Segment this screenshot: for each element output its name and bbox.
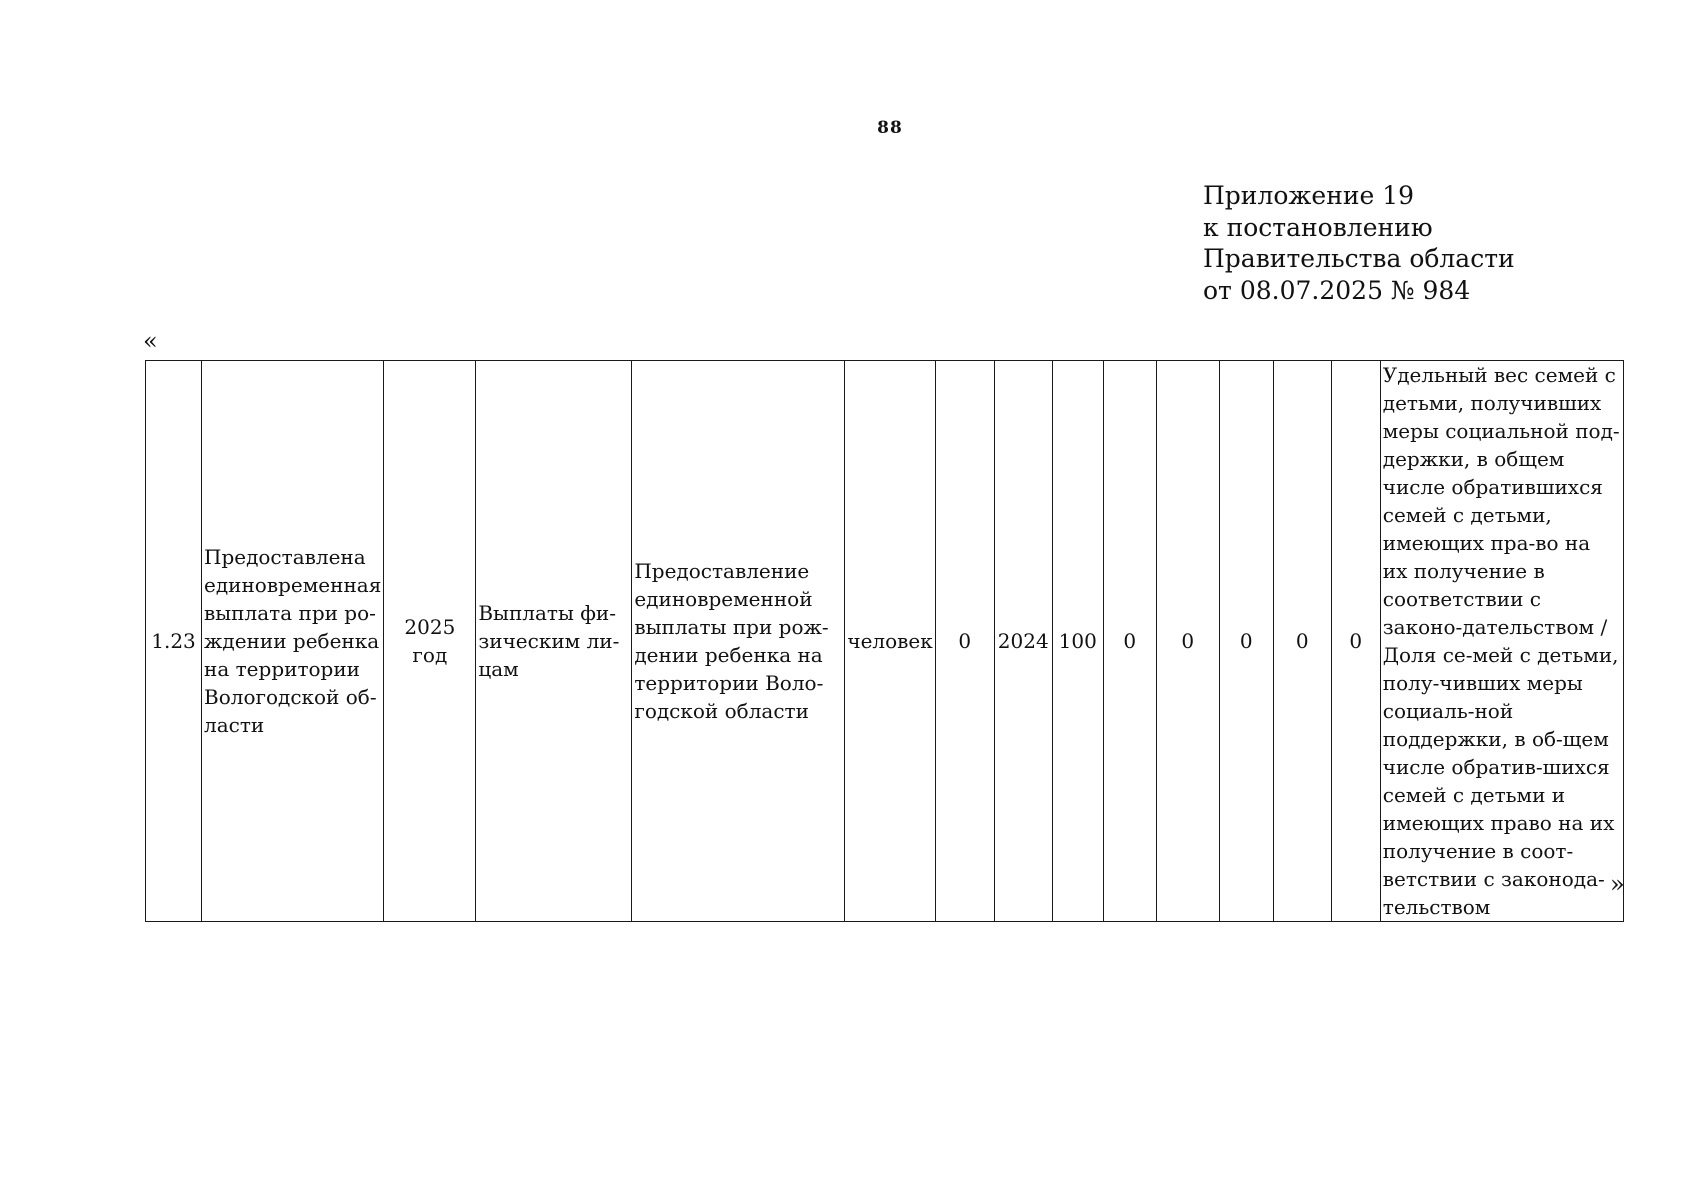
table-row bbox=[146, 361, 1624, 922]
measures-table bbox=[145, 360, 1624, 922]
appendix-date-number-line: от 08.07.2025 № 984 bbox=[1203, 275, 1471, 305]
indicator-cell: Удельный вес семей с детьми, получивших меры социальной под-держки, в общем числе обратившихся семей с детьми, имеющих пра-во на их получение в соответствии с законо-дательством / Доля се-мей с детьми, полу-чивших меры социаль-ной поддержки, в об-щем числе обратив-шихся семей с детьми и имеющих право на их получение в соот-ветствии с законода-тельством bbox=[1380, 361, 1623, 922]
appendix-title: Приложение 19 bbox=[1203, 181, 1415, 210]
result-type-cell: Выплаты фи-зическим ли-цам bbox=[476, 361, 632, 922]
result-cell: Предоставлена единовременная выплата при ро-ждении ребенка на территории Вологодской об-ласти bbox=[202, 361, 384, 922]
page-number: 88 bbox=[877, 118, 903, 138]
row-number-cell: 1.23 bbox=[146, 361, 202, 922]
value-cell-4: 0 bbox=[1219, 361, 1273, 922]
unit-cell: человек bbox=[845, 361, 935, 922]
opening-quote: « bbox=[143, 327, 158, 355]
base-value-cell: 0 bbox=[935, 361, 994, 922]
appendix-reference bbox=[1203, 180, 1515, 306]
description-cell: Предоставление единовременной выплаты при рож-дении ребенка на территории Воло-годской области bbox=[632, 361, 845, 922]
value-cell-6: 0 bbox=[1331, 361, 1380, 922]
value-cell-2: 0 bbox=[1103, 361, 1156, 922]
closing-quote: » bbox=[1610, 870, 1625, 898]
base-year-cell: 2024 bbox=[994, 361, 1052, 922]
value-cell-3: 0 bbox=[1156, 361, 1219, 922]
appendix-government-line: Правительства области bbox=[1203, 244, 1515, 273]
value-cell-1: 100 bbox=[1052, 361, 1103, 922]
value-cell-5: 0 bbox=[1273, 361, 1331, 922]
year-cell: 2025 год bbox=[384, 361, 476, 922]
appendix-resolution-line: к постановлению bbox=[1203, 212, 1433, 242]
